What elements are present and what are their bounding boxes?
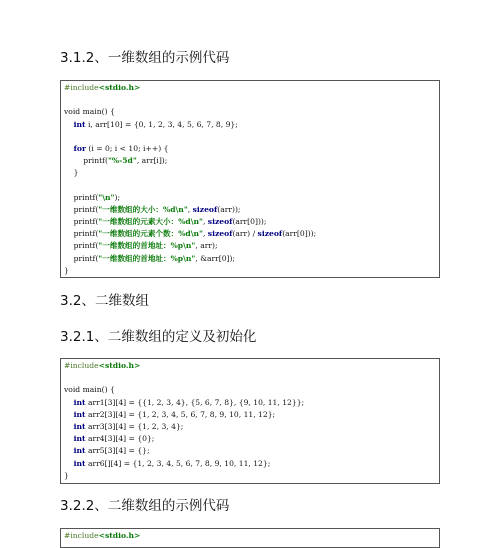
code-token: [64, 422, 74, 431]
code-token: <stdio.h>: [98, 83, 141, 92]
code-token: "\n": [98, 192, 115, 202]
code-token: sizeof: [207, 217, 233, 227]
code-block-2d-example: [60, 528, 440, 548]
code-token: <stdio.h>: [98, 361, 141, 370]
code-token: (i = 0; i < 10; i++) {: [86, 143, 169, 153]
code-token: }: [64, 470, 69, 480]
code-token: "一维数组的元素大小：%d\n": [98, 217, 203, 227]
code-token: arr5[3][4] = {};: [85, 446, 150, 456]
code-token: #include: [64, 531, 99, 540]
code-line: [64, 265, 439, 277]
code-token: int: [73, 119, 86, 129]
code-line: [64, 228, 439, 240]
code-token: [64, 398, 74, 407]
code-token: [64, 410, 74, 419]
code-token: ,: [187, 204, 193, 214]
code-line: [64, 421, 439, 433]
code-token: , arr[i]);: [136, 156, 168, 166]
code-token: int: [73, 421, 86, 431]
code-line: [64, 216, 439, 228]
code-token: int: [73, 434, 86, 444]
code-token: printf(: [64, 241, 99, 251]
code-line: [64, 240, 439, 252]
code-token: "一维数组的首地址：%p\n": [98, 241, 196, 251]
code-line: [64, 204, 439, 216]
code-token: [64, 446, 74, 455]
code-line: [64, 94, 439, 106]
code-line: [64, 360, 439, 372]
code-line: [64, 372, 439, 384]
code-token: int: [73, 458, 86, 468]
code-line: [64, 470, 439, 482]
code-token: "一维数组的大小：%d\n": [98, 204, 188, 214]
code-line: [64, 253, 439, 265]
section-heading-1d-example: 3.1.2、一维数组的示例代码: [60, 50, 230, 66]
code-token: "一维数组的首地址：%p\n": [98, 253, 196, 263]
code-line: [64, 530, 439, 542]
code-token: [64, 120, 74, 129]
code-token: arr3[3][4] = {1, 2, 3, 4};: [85, 421, 184, 431]
code-line: [64, 155, 439, 167]
code-token: }: [64, 265, 69, 275]
code-token: , &arr[0]);: [195, 253, 236, 263]
code-token: (arr[0]));: [232, 217, 267, 227]
code-line: [64, 82, 439, 94]
code-token: #include: [64, 361, 99, 370]
code-token: );: [114, 192, 121, 202]
code-token: sizeof: [207, 229, 233, 239]
code-token: sizeof: [257, 229, 283, 239]
code-token: void main() {: [64, 107, 115, 117]
code-token: "一维数组的元素个数：%d\n": [98, 229, 203, 239]
code-token: arr1[3][4] = {{1, 2, 3, 4}, {5, 6, 7, 8}, {9, 10, 11, 12}};: [85, 397, 305, 407]
code-line: [64, 433, 439, 445]
code-token: [64, 434, 74, 443]
code-line: [64, 143, 439, 155]
code-line: [64, 131, 439, 143]
code-line: [64, 445, 439, 457]
code-line: [64, 397, 439, 409]
code-line: [64, 180, 439, 192]
code-token: int: [73, 446, 86, 456]
code-token: i, arr[10] = {0, 1, 2, 3, 4, 5, 6, 7, 8, 9};: [85, 119, 238, 129]
code-token: void main() {: [64, 385, 115, 395]
code-token: printf(: [64, 229, 99, 239]
code-token: (arr) /: [232, 229, 258, 239]
code-token: [64, 144, 74, 153]
code-token: arr2[3][4] = {1, 2, 3, 4, 5, 6, 7, 8, 9, 10, 11, 12};: [85, 409, 276, 419]
code-token: <stdio.h>: [98, 531, 141, 540]
code-line: [64, 384, 439, 396]
code-block-1d-example: [60, 80, 440, 278]
code-token: sizeof: [192, 204, 218, 214]
code-token: ,: [202, 229, 208, 239]
code-token: printf(: [64, 253, 99, 263]
code-token: int: [73, 397, 86, 407]
code-line: [64, 167, 439, 179]
code-token: int: [73, 409, 86, 419]
code-token: arr4[3][4] = {0};: [85, 434, 155, 444]
code-token: (arr[0]));: [282, 229, 317, 239]
code-token: for: [73, 143, 86, 153]
code-token: }: [64, 168, 79, 178]
code-token: ,: [202, 217, 208, 227]
code-token: #include: [64, 83, 99, 92]
code-block-2d-definition: [60, 358, 440, 484]
code-line: [64, 192, 439, 204]
code-token: "%-5d": [107, 156, 137, 166]
code-token: (arr));: [217, 204, 241, 214]
code-line: [64, 106, 439, 118]
code-token: [64, 459, 74, 468]
code-line: [64, 119, 439, 131]
code-line: [64, 409, 439, 421]
code-token: , arr);: [195, 241, 218, 251]
section-heading-2d-array: 3.2、二维数组: [60, 293, 149, 309]
section-heading-2d-definition: 3.2.1、二维数组的定义及初始化: [60, 329, 257, 345]
code-token: printf(: [64, 217, 99, 227]
code-token: arr6[][4] = {1, 2, 3, 4, 5, 6, 7, 8, 9, 10, 11, 12};: [85, 458, 271, 468]
code-line: [64, 458, 439, 470]
code-token: printf(: [64, 192, 99, 202]
code-token: printf(: [64, 156, 108, 166]
code-token: printf(: [64, 204, 99, 214]
section-heading-2d-example: 3.2.2、二维数组的示例代码: [60, 498, 230, 514]
